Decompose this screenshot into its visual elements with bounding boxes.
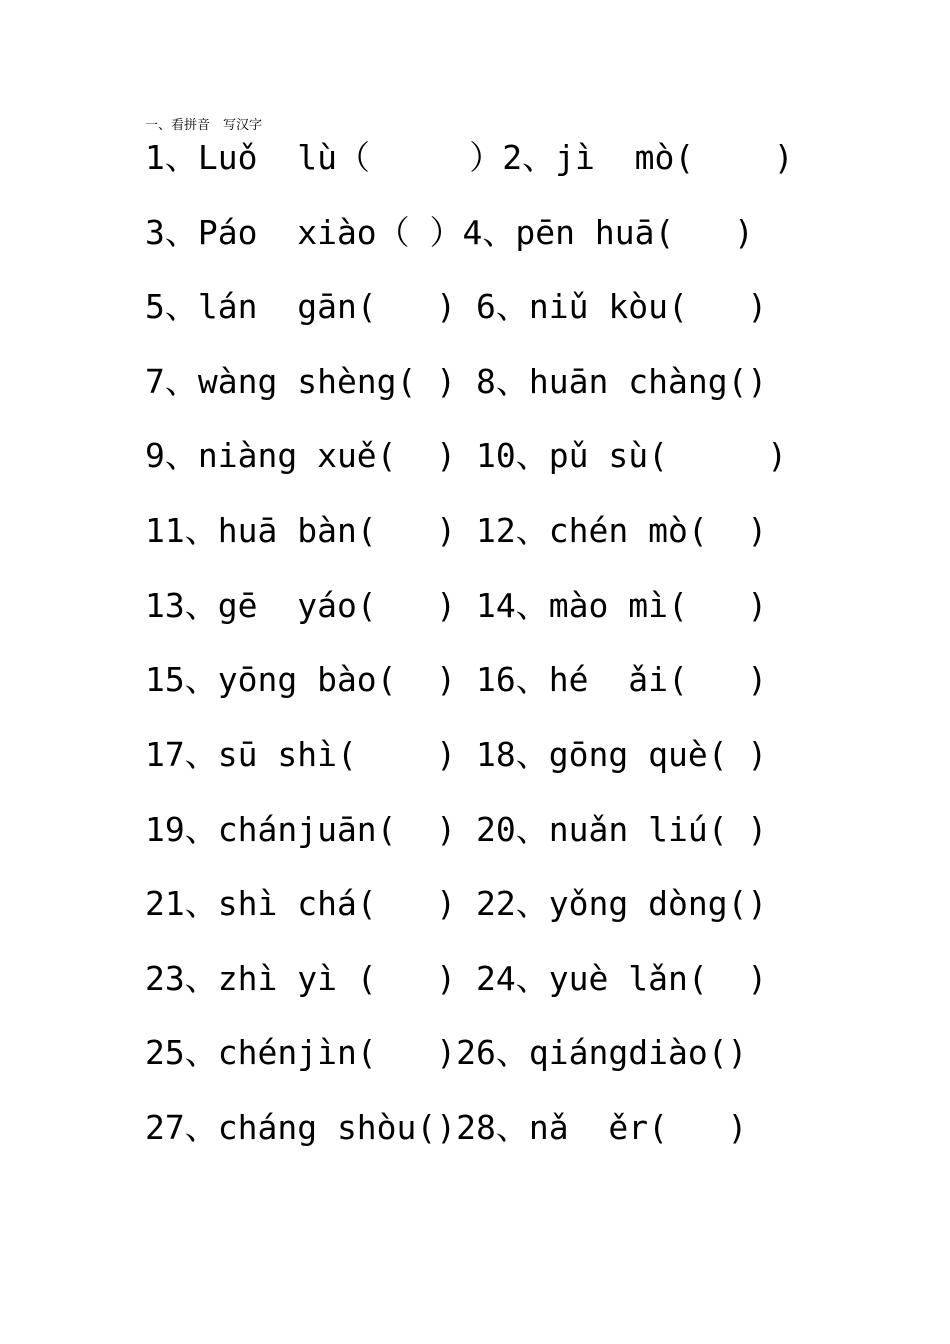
section-heading: 一、看拼音 写汉字 xyxy=(145,118,263,133)
exercise-line-10: 19、chánjuān( ) 20、nuǎn liú( ) xyxy=(145,810,768,849)
exercise-line-11: 21、shì chá( ) 22、yǒng dòng() xyxy=(145,884,768,923)
exercise-line-5: 9、niàng xuě( ) 10、pǔ sù( ) xyxy=(145,436,788,475)
exercise-line-7: 13、gē yáo( ) 14、mào mì( ) xyxy=(145,586,768,625)
exercise-line-2: 3、Páo xiào（ ）4、pēn huā( ) xyxy=(145,213,754,252)
exercise-line-9: 17、sū shì( ) 18、gōng què( ) xyxy=(145,735,768,774)
exercise-line-13: 25、chénjìn( )26、qiángdiào() xyxy=(145,1033,748,1072)
exercise-line-6: 11、huā bàn( ) 12、chén mò( ) xyxy=(145,511,768,550)
exercise-line-8: 15、yōng bào( ) 16、hé ǎi( ) xyxy=(145,660,768,699)
exercise-line-4: 7、wàng shèng( ) 8、huān chàng() xyxy=(145,362,768,401)
exercise-line-1: 1、Luǒ lù（ ）2、jì mò( ) xyxy=(145,138,794,177)
exercise-line-3: 5、lán gān( ) 6、niǔ kòu( ) xyxy=(145,287,768,326)
exercise-line-12: 23、zhì yì ( ) 24、yuè lǎn( ) xyxy=(145,959,768,998)
exercise-line-14: 27、cháng shòu()28、nǎ ěr( ) xyxy=(145,1108,748,1147)
